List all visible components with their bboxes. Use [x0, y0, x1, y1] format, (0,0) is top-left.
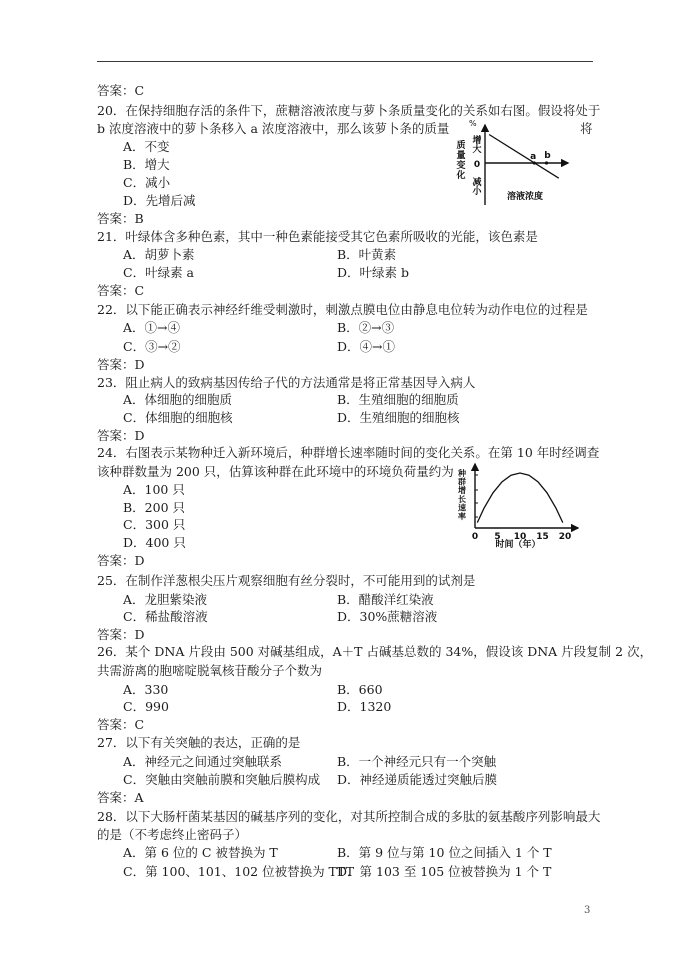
- question-26-option-b: B．660: [337, 682, 383, 697]
- question-22-option-d: D．④→①: [337, 339, 395, 354]
- question-21-stem: 21．叶绿体含多种色素，其中一种色素能接受其它色素所吸收的光能，该色素是: [97, 229, 538, 244]
- question-22-option-b: B．②→③: [337, 320, 395, 335]
- question-20-stem-tail: 将: [580, 121, 593, 136]
- y-unit-label: %: [469, 119, 477, 128]
- question-28-stem-line-2: 的是（不考虑终止密码子）: [97, 827, 248, 842]
- question-26-option-d: D．1320: [337, 699, 392, 714]
- answer-19: 答案：C: [97, 83, 145, 98]
- question-20-option-b: B．增大: [123, 157, 170, 172]
- question-24-option-a: A．100 只: [123, 482, 185, 497]
- question-26-stem-line-1: 26．某个 DNA 片段由 500 对碱基组成，A＋T 占碱基总数的 34%，假设该 DNA 片段复制 2 次，: [97, 644, 653, 659]
- x-tick-label: 5: [494, 532, 501, 542]
- question-25-stem: 25．在制作洋葱根尖压片观察细胞有丝分裂时，不可能用到的试剂是: [97, 573, 476, 588]
- question-20-stem-line-2: b 浓度溶液中的萝卜条移入 a 浓度溶液中，那么该萝卜条的质量: [97, 121, 450, 136]
- answer-20: 答案：B: [97, 211, 144, 226]
- y-positive-label: 大: [472, 145, 482, 155]
- question-24-stem-line-2: 该种群数量为 200 只，估算该种群在此环境中的环境负荷量约为: [97, 464, 454, 479]
- question-28-option-c: C．第 100、101、102 位被替换为 TTT: [123, 864, 355, 879]
- answer-23: 答案：D: [97, 428, 145, 443]
- question-26-option-a: A．330: [123, 682, 169, 697]
- y-label-char: 化: [456, 171, 466, 181]
- answer-27: 答案：A: [97, 790, 144, 805]
- question-25-option-a: A．龙胆紫染液: [123, 592, 208, 607]
- question-21-option-b: B．叶黄素: [337, 247, 397, 262]
- question-22-stem: 22．以下能正确表示神经纤维受刺激时，刺激点膜电位由静息电位转为动作电位的过程是: [97, 302, 588, 317]
- question-27-option-c: C．突触由突触前膜和突触后膜构成: [123, 772, 321, 787]
- y-label-char: 长: [458, 494, 466, 504]
- y-label-char: 质: [456, 141, 466, 151]
- y-zero-label: 0: [473, 160, 481, 170]
- question-20-option-d: D．先增后减: [123, 193, 196, 208]
- question-28-option-b: B．第 9 位与第 10 位之间插入 1 个 T: [337, 845, 552, 860]
- question-23-option-d: D．生殖细胞的细胞核: [337, 410, 460, 425]
- answer-25: 答案：D: [97, 627, 145, 642]
- y-label-char: 速: [458, 503, 466, 513]
- question-28-option-a: A．第 6 位的 C 被替换为 T: [123, 845, 278, 860]
- y-negative-label: 小: [472, 187, 482, 197]
- question-27-option-b: B．一个神经元只有一个突触: [337, 754, 497, 769]
- question-21-option-c: C．叶绿素 a: [123, 265, 194, 280]
- question-24-option-b: B．200 只: [123, 500, 186, 515]
- x-tick-label: 0: [471, 532, 479, 542]
- question-25-option-c: C．稀盐酸溶液: [123, 609, 208, 624]
- question-28-option-d: D．第 103 至 105 位被替换为 1 个 T: [337, 864, 552, 879]
- question-27-stem: 27．以下有关突触的表达，正确的是: [97, 735, 301, 750]
- header-rule: [97, 61, 593, 62]
- question-20-option-c: C．减小: [123, 175, 171, 190]
- y-positive-label: 增: [472, 136, 482, 146]
- question-26-stem-line-2: 共需游离的胞嘧啶脱氧核苷酸分子个数为: [97, 663, 323, 678]
- question-24-option-d: D．400 只: [123, 535, 186, 550]
- answer-24: 答案：D: [97, 553, 145, 568]
- question-23-option-a: A．体细胞的细胞质: [123, 392, 233, 407]
- point-a-label: a: [530, 152, 537, 162]
- question-23-option-b: B．生殖细胞的细胞质: [337, 392, 459, 407]
- x-tick-label: 15: [536, 532, 549, 542]
- y-negative-label: 减: [472, 178, 482, 188]
- y-label-char: 增: [458, 486, 466, 496]
- question-26-option-c: C．990: [123, 699, 169, 714]
- question-21-option-d: D．叶绿素 b: [337, 265, 409, 280]
- growth-rate-curve: [477, 473, 563, 523]
- question-20-option-a: A．不变: [123, 139, 170, 154]
- answer-22: 答案：D: [97, 357, 145, 372]
- point-b: [545, 161, 548, 164]
- question-27-option-d: D．神经递质能透过突触后膜: [337, 772, 498, 787]
- question-24-stem-line-1: 24．右图表示某物种迁入新环境后，种群增长速率随时间的变化关系。在第 10 年时经调查: [97, 445, 600, 460]
- point-b-label: b: [544, 151, 551, 161]
- y-label-char: 群: [458, 477, 466, 487]
- question-23-stem: 23．阻止病人的致病基因传给子代的方法通常是将正常基因导入病人: [97, 375, 476, 390]
- question-20-stem-line-1: 20．在保持细胞存活的条件下，蔗糖溶液浓度与萝卜条质量变化的关系如右图。假设将处于: [97, 103, 601, 118]
- question-23-option-c: C．体细胞的细胞核: [123, 410, 233, 425]
- question-24-option-c: C．300 只: [123, 517, 186, 532]
- page-number: 3: [584, 905, 591, 916]
- y-label-char: 种: [458, 469, 466, 478]
- growth-rate-figure: [440, 455, 585, 550]
- x-axis-label: 溶液浓度: [506, 192, 544, 202]
- x-axis-label: 时间（年）: [495, 540, 541, 550]
- answer-26: 答案：C: [97, 717, 145, 732]
- question-25-option-d: D．30%蔗糖溶液: [337, 609, 438, 624]
- question-27-option-a: A．神经元之间通过突触联系: [123, 754, 283, 769]
- x-tick-label: 20: [558, 532, 572, 542]
- y-label-char: 变: [456, 161, 466, 171]
- y-label-char: 量: [456, 151, 466, 161]
- sucrose-mass-figure: [425, 115, 595, 210]
- question-28-stem-line-1: 28．以下大肠杆菌某基因的碱基序列的变化，对其所控制合成的多肽的氨基酸序列影响最大: [97, 809, 601, 824]
- question-25-option-b: B．醋酸洋红染液: [337, 592, 434, 607]
- x-tick-label: 10: [513, 532, 527, 542]
- y-label-char: 率: [458, 512, 466, 521]
- question-21-option-a: A．胡萝卜素: [123, 247, 195, 262]
- question-22-option-a: A．①→④: [123, 320, 181, 335]
- answer-21: 答案：C: [97, 283, 145, 298]
- question-22-option-c: C．③→②: [123, 339, 181, 354]
